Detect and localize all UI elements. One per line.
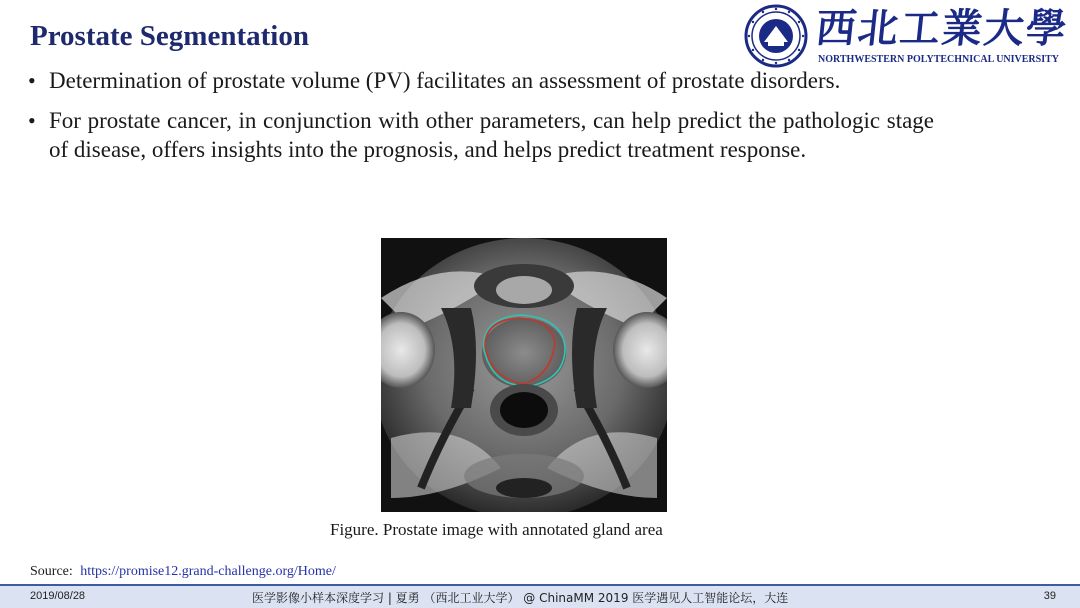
bullet-list <box>28 66 934 175</box>
university-seal-icon <box>744 4 808 68</box>
figure-caption: Figure. Prostate image with annotated gland area <box>330 520 663 539</box>
university-name-en: NORTHWESTERN POLYTECHNICAL UNIVERSITY <box>818 54 1060 65</box>
university-name-cn: 西北工業大學 <box>813 5 1071 52</box>
source-line <box>30 564 336 580</box>
prostate-mri-image <box>381 238 667 512</box>
footer-bar <box>0 584 1080 608</box>
bullet-item <box>28 106 934 164</box>
bullet-icon: • <box>28 68 36 93</box>
page-number: 39 <box>1043 590 1056 602</box>
footer-date: 2019/08/28 <box>30 590 86 602</box>
source-link[interactable]: https://promise12.grand-challenge.org/Home/ <box>80 564 336 579</box>
source-label: Source: <box>30 564 73 579</box>
slide-title: Prostate Segmentation <box>30 20 309 52</box>
university-logo <box>744 4 1078 68</box>
footer-event-text: 医学影像小样本深度学习 | 夏勇 （西北工业大学） @ ChinaMM 2019 医学遇见人工智能论坛，大连 <box>252 591 789 605</box>
bullet-item <box>28 66 934 95</box>
bullet-icon: • <box>28 108 36 133</box>
bullet-text: For prostate cancer, in conjunction with other parameters, can help predict the pathologic stage of disease, offers insights into the prognosis, and helps predict treatment response. <box>49 108 934 162</box>
bullet-text: Determination of prostate volume (PV) facilitates an assessment of prostate disorders. <box>49 68 841 93</box>
